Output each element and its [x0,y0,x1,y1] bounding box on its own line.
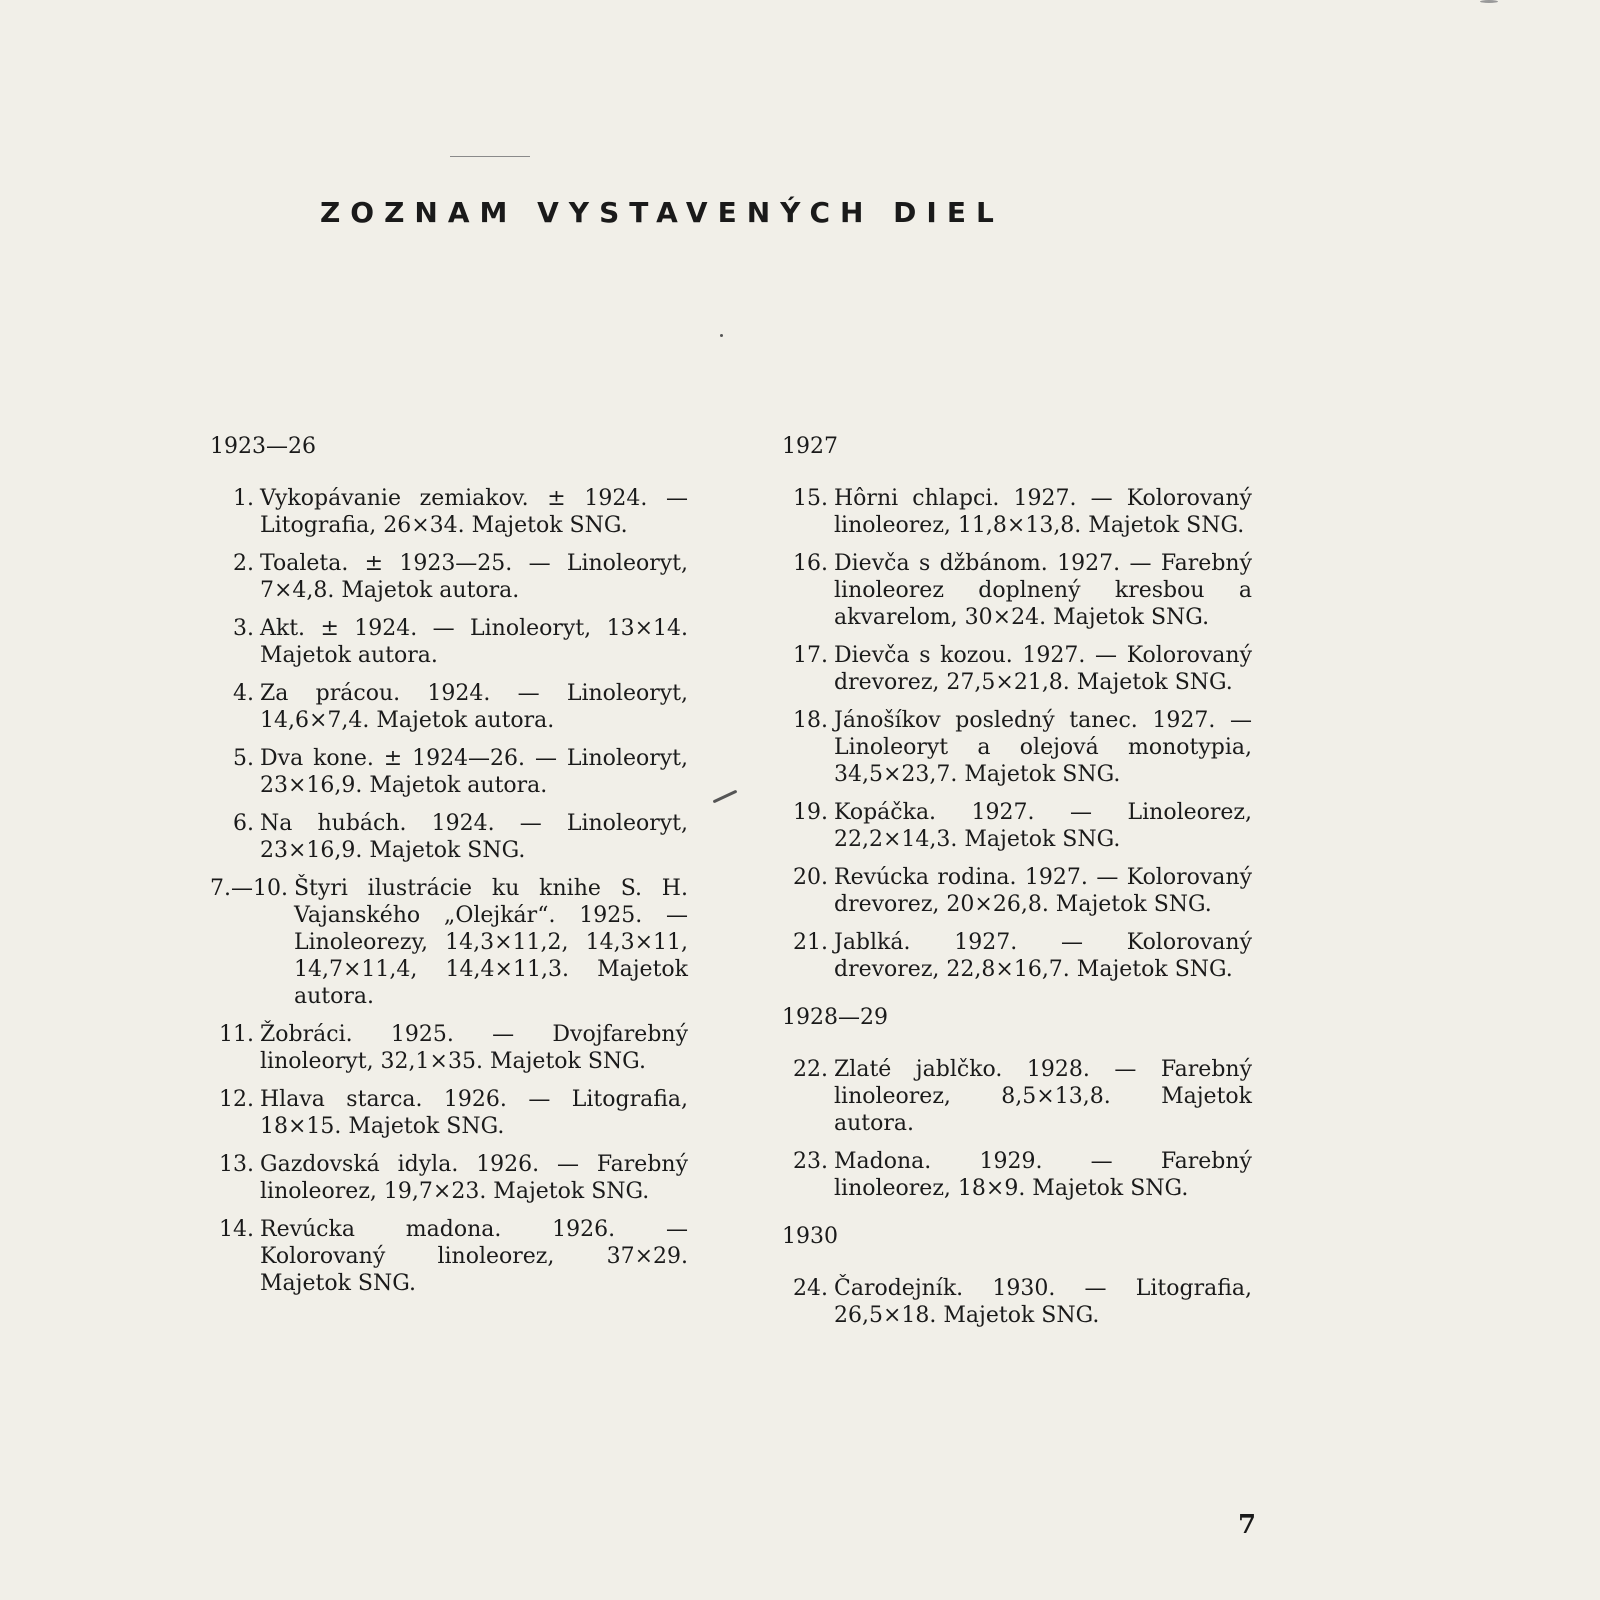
catalog-entry [782,550,1252,631]
catalog-entry [782,485,1252,539]
catalog-entry [210,1021,688,1075]
entry-text: Zlaté jablčko. 1928. — Farebný linoleorez, 8,5×13,8. Majetok autora. [834,1057,1252,1136]
page-number: 7 [1238,1510,1257,1540]
entry-number: 6. [233,811,254,836]
entry-number: 16. [793,551,828,576]
entry-text: Akt. ± 1924. — Linoleoryt, 13×14. Majetok autora. [260,616,688,668]
entry-text: Štyri ilustrácie ku knihe S. H. Vajanského „Olejkár“. 1925. — Linoleorezy, 14,3×11,2, 14,3×11, 14,7×11,4, 14,4×11,3. Majetok autora. [293,876,688,1009]
entry-number: 14. [219,1217,254,1242]
entry-text: Hlava starca. 1926. — Litografia, 18×15. Majetok SNG. [260,1087,688,1139]
entry-number: 13. [219,1152,254,1177]
catalog-entry [782,929,1252,983]
entry-text: Za prácou. 1924. — Linoleoryt, 14,6×7,4. Majetok autora. [260,681,688,733]
catalog-entry [782,1148,1252,1202]
year-heading: 1927 [782,434,838,459]
entry-text: Dievča s kozou. 1927. — Kolorovaný drevorez, 27,5×21,8. Majetok SNG. [834,643,1252,695]
entry-text: Vykopávanie zemiakov. ± 1924. — Litografia, 26×34. Majetok SNG. [260,486,688,538]
entry-text: Jánošíkov posledný tanec. 1927. — Linoleoryt a olejová monotypia, 34,5×23,7. Majetok SNG. [834,708,1252,787]
entry-text: Kopáčka. 1927. — Linoleorez, 22,2×14,3. Majetok SNG. [834,800,1252,852]
paper-speck [713,790,738,804]
catalog-entry [210,745,688,799]
entry-number: 24. [793,1276,828,1301]
entry-text: Jablká. 1927. — Kolorovaný drevorez, 22,8×16,7. Majetok SNG. [834,930,1252,982]
entry-number: 1. [233,486,254,511]
entry-text: Žobráci. 1925. — Dvojfarebný linoleoryt, 32,1×35. Majetok SNG. [260,1022,688,1074]
entry-text: Čarodejník. 1930. — Litografia, 26,5×18. Majetok SNG. [834,1276,1252,1328]
page-title: ZOZNAM VYSTAVENÝCH DIEL [320,196,1004,229]
entry-text: Madona. 1929. — Farebný linoleorez, 18×9. Majetok SNG. [834,1149,1252,1201]
entry-number: 17. [793,643,828,668]
catalog-entry [210,810,688,864]
paper-speck [720,334,723,337]
entry-text: Toaleta. ± 1923—25. — Linoleoryt, 7×4,8. Majetok autora. [260,551,688,603]
entry-number: 12. [219,1087,254,1112]
catalog-entry [782,642,1252,696]
catalog-entry [210,1086,688,1140]
entry-text: Dva kone. ± 1924—26. — Linoleoryt, 23×16,9. Majetok autora. [260,746,688,798]
year-heading: 1928—29 [782,1005,888,1030]
catalog-entry [782,864,1252,918]
entry-number: 20. [793,865,828,890]
entry-number: 4. [233,681,254,706]
entry-number: 7.—10. [210,876,288,901]
entry-text: Na hubách. 1924. — Linoleoryt, 23×16,9. Majetok SNG. [260,811,688,863]
entry-number: 21. [793,930,828,955]
entry-text: Revúcka madona. 1926. — Kolorovaný linoleorez, 37×29. Majetok SNG. [260,1217,688,1296]
catalog-entry [782,1056,1252,1137]
entry-text: Dievča s džbánom. 1927. — Farebný linoleorez doplnený kresbou a akvarelom, 30×24. Majetok SNG. [834,551,1252,630]
entry-text: Revúcka rodina. 1927. — Kolorovaný drevorez, 20×26,8. Majetok SNG. [834,865,1252,917]
entry-number: 19. [793,800,828,825]
catalog-entry [210,1216,688,1297]
year-heading: 1930 [782,1224,838,1249]
entry-number: 11. [219,1022,254,1047]
catalog-entry [210,1151,688,1205]
entry-text: Gazdovská idyla. 1926. — Farebný linoleorez, 19,7×23. Majetok SNG. [260,1152,688,1204]
entry-number: 18. [793,708,828,733]
entry-number: 5. [233,746,254,771]
catalog-entry [210,550,688,604]
catalog-entry [210,615,688,669]
catalog-entry [782,707,1252,788]
paper-speck [1480,0,1498,3]
year-heading: 1923—26 [210,434,316,459]
entry-number: 15. [793,486,828,511]
entry-list [210,485,688,1297]
catalog-entry [210,875,688,1010]
catalog-entry [210,485,688,539]
catalog-entry [782,1275,1252,1329]
entry-number: 3. [233,616,254,641]
entry-number: 23. [793,1149,828,1174]
entry-number: 2. [233,551,254,576]
left-column [210,434,688,1308]
catalog-entry [210,680,688,734]
catalog-entry [782,799,1252,853]
right-column [782,434,1252,1340]
entry-text: Hôrni chlapci. 1927. — Kolorovaný linoleorez, 11,8×13,8. Majetok SNG. [834,486,1252,538]
entry-number: 22. [793,1057,828,1082]
top-rule [450,156,530,157]
